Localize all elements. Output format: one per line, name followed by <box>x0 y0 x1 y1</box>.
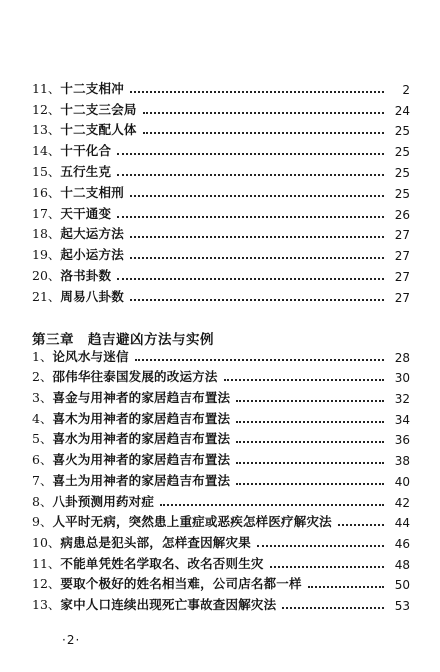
dot-leader <box>236 462 384 464</box>
dot-leader <box>282 607 384 609</box>
toc-entry[interactable] <box>32 180 410 201</box>
toc-entry[interactable] <box>32 222 410 243</box>
entry-number: 14、 <box>32 143 61 159</box>
dot-leader <box>130 299 384 301</box>
entry-page: 50 <box>394 578 410 593</box>
entry-title: 天干通变 <box>60 205 112 221</box>
entry-number: 8、 <box>32 493 53 509</box>
entry-title: 喜木为用神者的家居趋吉布置法 <box>52 410 231 426</box>
dot-leader <box>117 278 384 280</box>
entry-title: 论风水与迷信 <box>52 348 129 364</box>
toc-entry[interactable] <box>32 510 410 531</box>
entry-title: 喜土为用神者的家居趋吉布置法 <box>52 472 231 488</box>
chapter-title: 趋吉避凶方法与实例 <box>88 332 214 348</box>
entry-page: 44 <box>394 516 410 531</box>
toc-entry[interactable] <box>32 284 410 305</box>
dot-leader <box>270 566 384 568</box>
toc-entry[interactable] <box>32 385 410 406</box>
entry-page: 27 <box>394 290 410 305</box>
entry-title: 家中人口连续出现死亡事故查因解灾法 <box>60 596 277 612</box>
dot-leader <box>160 504 384 506</box>
entry-page: 40 <box>394 474 410 489</box>
entry-title: 十干化合 <box>60 143 112 159</box>
entry-title: 病患总是犯头部，怎样查因解灾果 <box>60 534 251 550</box>
entry-title: 喜水为用神者的家居趋吉布置法 <box>52 431 231 447</box>
entry-page: 34 <box>394 412 410 427</box>
dot-leader <box>308 586 384 588</box>
entry-page: 25 <box>394 124 410 139</box>
entry-title: 人平时无病，突然患上重症或恶疾怎样医疗解灾法 <box>52 514 332 530</box>
toc-entry[interactable] <box>32 138 410 159</box>
entry-number: 16、 <box>32 184 61 200</box>
dot-leader <box>130 91 384 93</box>
entry-number: 21、 <box>32 288 61 304</box>
page-number: ·2· <box>62 633 81 647</box>
entry-number: 13、 <box>32 122 61 138</box>
entry-page: 38 <box>394 454 410 469</box>
toc-entry[interactable] <box>32 76 410 97</box>
dot-leader <box>130 257 384 259</box>
entry-title: 五行生克 <box>60 163 112 179</box>
chapter-label: 第三章 <box>32 332 74 348</box>
entry-title: 起小运方法 <box>60 247 124 263</box>
entry-number: 19、 <box>32 247 61 263</box>
entry-title: 十二支相冲 <box>60 80 124 96</box>
entry-title: 十二支配人体 <box>60 122 137 138</box>
entry-number: 3、 <box>32 390 53 406</box>
entry-number: 18、 <box>32 226 61 242</box>
dot-leader <box>143 132 384 134</box>
dot-leader <box>224 379 384 381</box>
entry-page: 30 <box>394 371 410 386</box>
toc-entry[interactable] <box>32 468 410 489</box>
entry-number: 1、 <box>32 348 53 364</box>
entry-title: 十二支相刑 <box>60 184 124 200</box>
toc-entry[interactable] <box>32 263 410 284</box>
toc-entry[interactable] <box>32 97 410 118</box>
entry-page: 28 <box>394 350 410 365</box>
dot-leader <box>135 359 384 361</box>
entry-title: 不能单凭姓名学取名、改名否则生灾 <box>60 555 264 571</box>
entry-number: 12、 <box>32 101 61 117</box>
entry-number: 7、 <box>32 472 53 488</box>
dot-leader <box>236 441 384 443</box>
toc-entry[interactable] <box>32 344 410 365</box>
entry-page: 48 <box>394 557 410 572</box>
entry-number: 17、 <box>32 205 61 221</box>
entry-page: 32 <box>394 392 410 407</box>
toc-entry[interactable] <box>32 118 410 139</box>
entry-number: 5、 <box>32 431 53 447</box>
toc-entry[interactable] <box>32 406 410 427</box>
entry-page: 2 <box>402 82 410 97</box>
dot-leader <box>130 236 384 238</box>
entry-title: 周易八卦数 <box>60 288 124 304</box>
entry-title: 起大运方法 <box>60 226 124 242</box>
entry-number: 4、 <box>32 410 53 426</box>
entry-title: 要取个极好的姓名相当难，公司店名都一样 <box>60 576 302 592</box>
entry-page: 27 <box>394 228 410 243</box>
entry-title: 洛书卦数 <box>60 267 112 283</box>
dot-leader <box>236 400 384 402</box>
dot-leader <box>143 112 384 114</box>
entry-number: 9、 <box>32 514 53 530</box>
entry-number: 12、 <box>32 576 61 592</box>
dot-leader <box>117 216 384 218</box>
dot-leader <box>130 195 384 197</box>
entry-page: 25 <box>394 186 410 201</box>
entry-title: 十二支三会局 <box>60 101 137 117</box>
dot-leader <box>236 421 384 423</box>
entry-title: 邵伟华往泰国发展的改运方法 <box>52 369 218 385</box>
toc-entry[interactable] <box>32 551 410 572</box>
entry-number: 11、 <box>32 80 61 96</box>
entry-page: 46 <box>394 536 410 551</box>
toc-entry[interactable] <box>32 365 410 386</box>
entry-title: 八卦预测用药对症 <box>52 493 155 509</box>
entry-page: 53 <box>394 598 410 613</box>
toc-entry[interactable] <box>32 201 410 222</box>
entry-title: 喜金与用神者的家居趋吉布置法 <box>52 390 231 406</box>
entry-page: 26 <box>394 207 410 222</box>
dot-leader <box>257 545 384 547</box>
entry-page: 25 <box>394 145 410 160</box>
entry-number: 15、 <box>32 163 61 179</box>
entry-number: 20、 <box>32 267 61 283</box>
dot-leader <box>117 174 384 176</box>
dot-leader <box>117 153 384 155</box>
entry-number: 11、 <box>32 555 61 571</box>
toc-entry[interactable] <box>32 572 410 593</box>
entry-page: 25 <box>394 165 410 180</box>
toc-section-1 <box>32 76 410 305</box>
toc-entry[interactable] <box>32 159 410 180</box>
entry-number: 10、 <box>32 534 61 550</box>
toc-entry[interactable] <box>32 447 410 468</box>
toc-entry[interactable] <box>32 489 410 510</box>
dot-leader <box>338 524 384 526</box>
entry-number: 6、 <box>32 452 53 468</box>
entry-number: 13、 <box>32 596 61 612</box>
toc-entry[interactable] <box>32 530 410 551</box>
toc-entry[interactable] <box>32 242 410 263</box>
entry-page: 24 <box>394 103 410 118</box>
toc-section-2 <box>32 344 410 613</box>
entry-title: 喜火为用神者的家居趋吉布置法 <box>52 452 231 468</box>
entry-page: 42 <box>394 495 410 510</box>
dot-leader <box>236 483 384 485</box>
entry-number: 2、 <box>32 369 53 385</box>
toc-entry[interactable] <box>32 427 410 448</box>
toc-entry[interactable] <box>32 592 410 613</box>
entry-page: 27 <box>394 249 410 264</box>
entry-page: 27 <box>394 269 410 284</box>
entry-page: 36 <box>394 433 410 448</box>
